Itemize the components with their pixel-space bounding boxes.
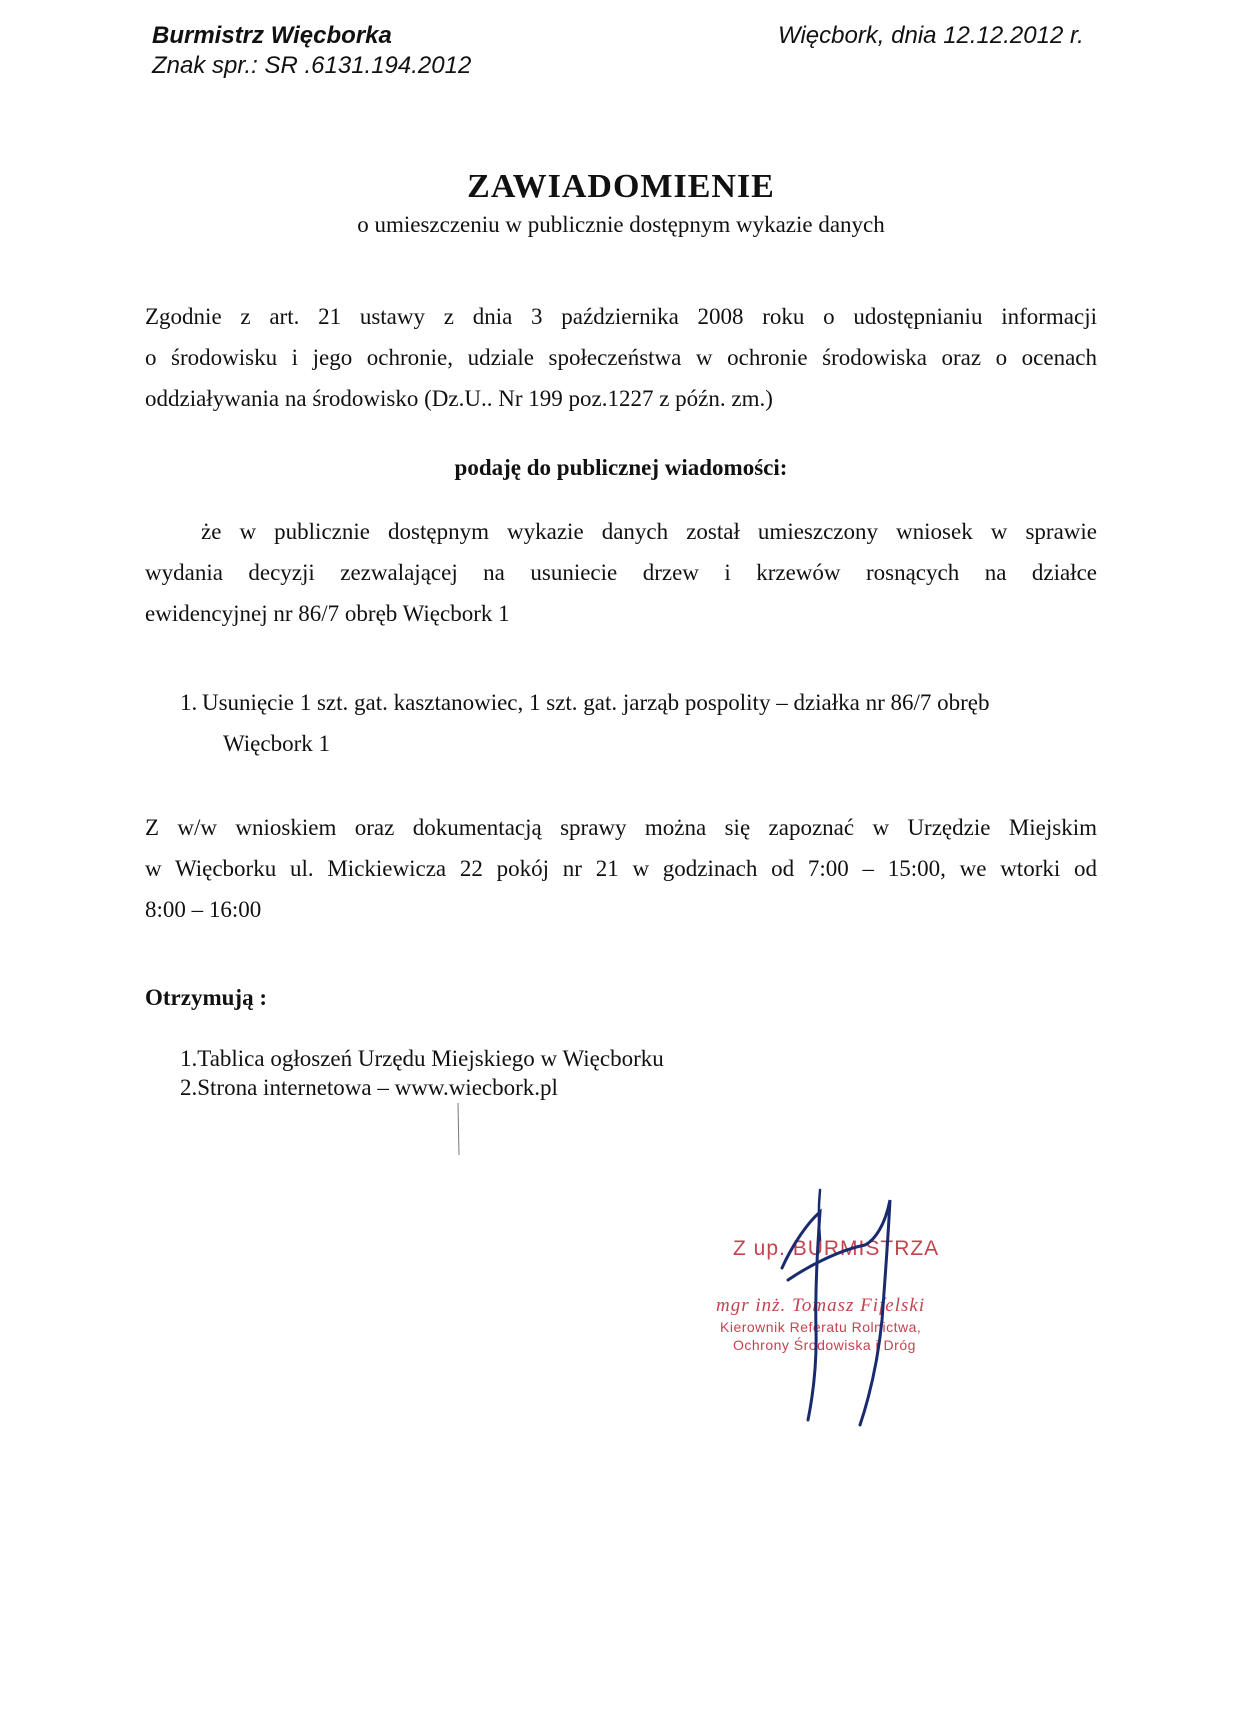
paragraph-line: ewidencyjnej nr 86/7 obręb Więcbork 1 bbox=[145, 601, 510, 626]
handwritten-signature bbox=[760, 1180, 960, 1430]
paragraph-line: 8:00 – 16:00 bbox=[145, 897, 262, 922]
recipient-text: Tablica ogłoszeń Urzędu Miejskiego w Więcborku bbox=[197, 1046, 664, 1071]
access-info-paragraph bbox=[145, 807, 1097, 930]
legal-basis-paragraph bbox=[145, 296, 1097, 419]
list-item bbox=[180, 682, 1097, 764]
announcement-heading: podaję do publicznej wiadomości: bbox=[454, 455, 788, 480]
recipient-number: 1. bbox=[180, 1046, 198, 1071]
item-text: Usunięcie 1 szt. gat. kasztanowiec, 1 szt. gat. jarząb pospolity – działka nr 86/7 obręb bbox=[202, 690, 990, 715]
paragraph-line: Zgodnie z art. 21 ustawy z dnia 3 października 2008 roku o udostępnianiu informacji bbox=[145, 304, 1097, 329]
stamp-department: Ochrony Środowiska i Dróg bbox=[733, 1337, 916, 1353]
recipient-number: 2. bbox=[180, 1075, 198, 1100]
item-number: 1. bbox=[180, 690, 198, 715]
case-reference: Znak spr.: SR .6131.194.2012 bbox=[152, 52, 472, 79]
document-subtitle: o umieszczeniu w publicznie dostępnym wykazie danych bbox=[357, 212, 885, 237]
paragraph-line: Z w/w wnioskiem oraz dokumentacją sprawy można się zapoznać w Urzędzie Miejskim bbox=[145, 815, 1097, 840]
paragraph-line: że w publicznie dostępnym wykazie danych został umieszczony wniosek w sprawie bbox=[201, 519, 1097, 544]
item-text-continued: Więcbork 1 bbox=[223, 731, 331, 756]
paragraph-line: w Więcborku ul. Mickiewicza 22 pokój nr 21 w godzinach od 7:00 – 15:00, we wtorki od bbox=[145, 856, 1097, 881]
recipient-item bbox=[180, 1044, 664, 1073]
recipients-heading: Otrzymują : bbox=[145, 985, 267, 1010]
stamp-authorization: Z up. BURMISTRZA bbox=[733, 1237, 940, 1260]
stamp-name: mgr inż. Tomasz Fifelski bbox=[716, 1295, 926, 1316]
recipient-text: Strona internetowa – www.wiecbork.pl bbox=[197, 1075, 558, 1100]
paragraph-line: oddziaływania na środowisko (Dz.U.. Nr 199 poz.1227 z późn. zm.) bbox=[145, 386, 773, 411]
place-and-date: Więcbork, dnia 12.12.2012 r. bbox=[778, 22, 1084, 49]
notice-body-paragraph bbox=[145, 511, 1097, 634]
paragraph-line: wydania decyzji zezwalającej na usuniecie drzew i krzewów rosnących na działce bbox=[145, 560, 1097, 585]
stamp-position: Kierownik Referatu Rolnictwa, bbox=[720, 1319, 922, 1335]
recipient-item bbox=[180, 1073, 558, 1102]
issuer-name: Burmistrz Więcborka bbox=[152, 22, 392, 49]
paragraph-line: o środowisku i jego ochronie, udziale społeczeństwa w ochronie środowiska oraz o ocenach bbox=[145, 345, 1097, 370]
document-title: ZAWIADOMIENIE bbox=[467, 168, 775, 205]
